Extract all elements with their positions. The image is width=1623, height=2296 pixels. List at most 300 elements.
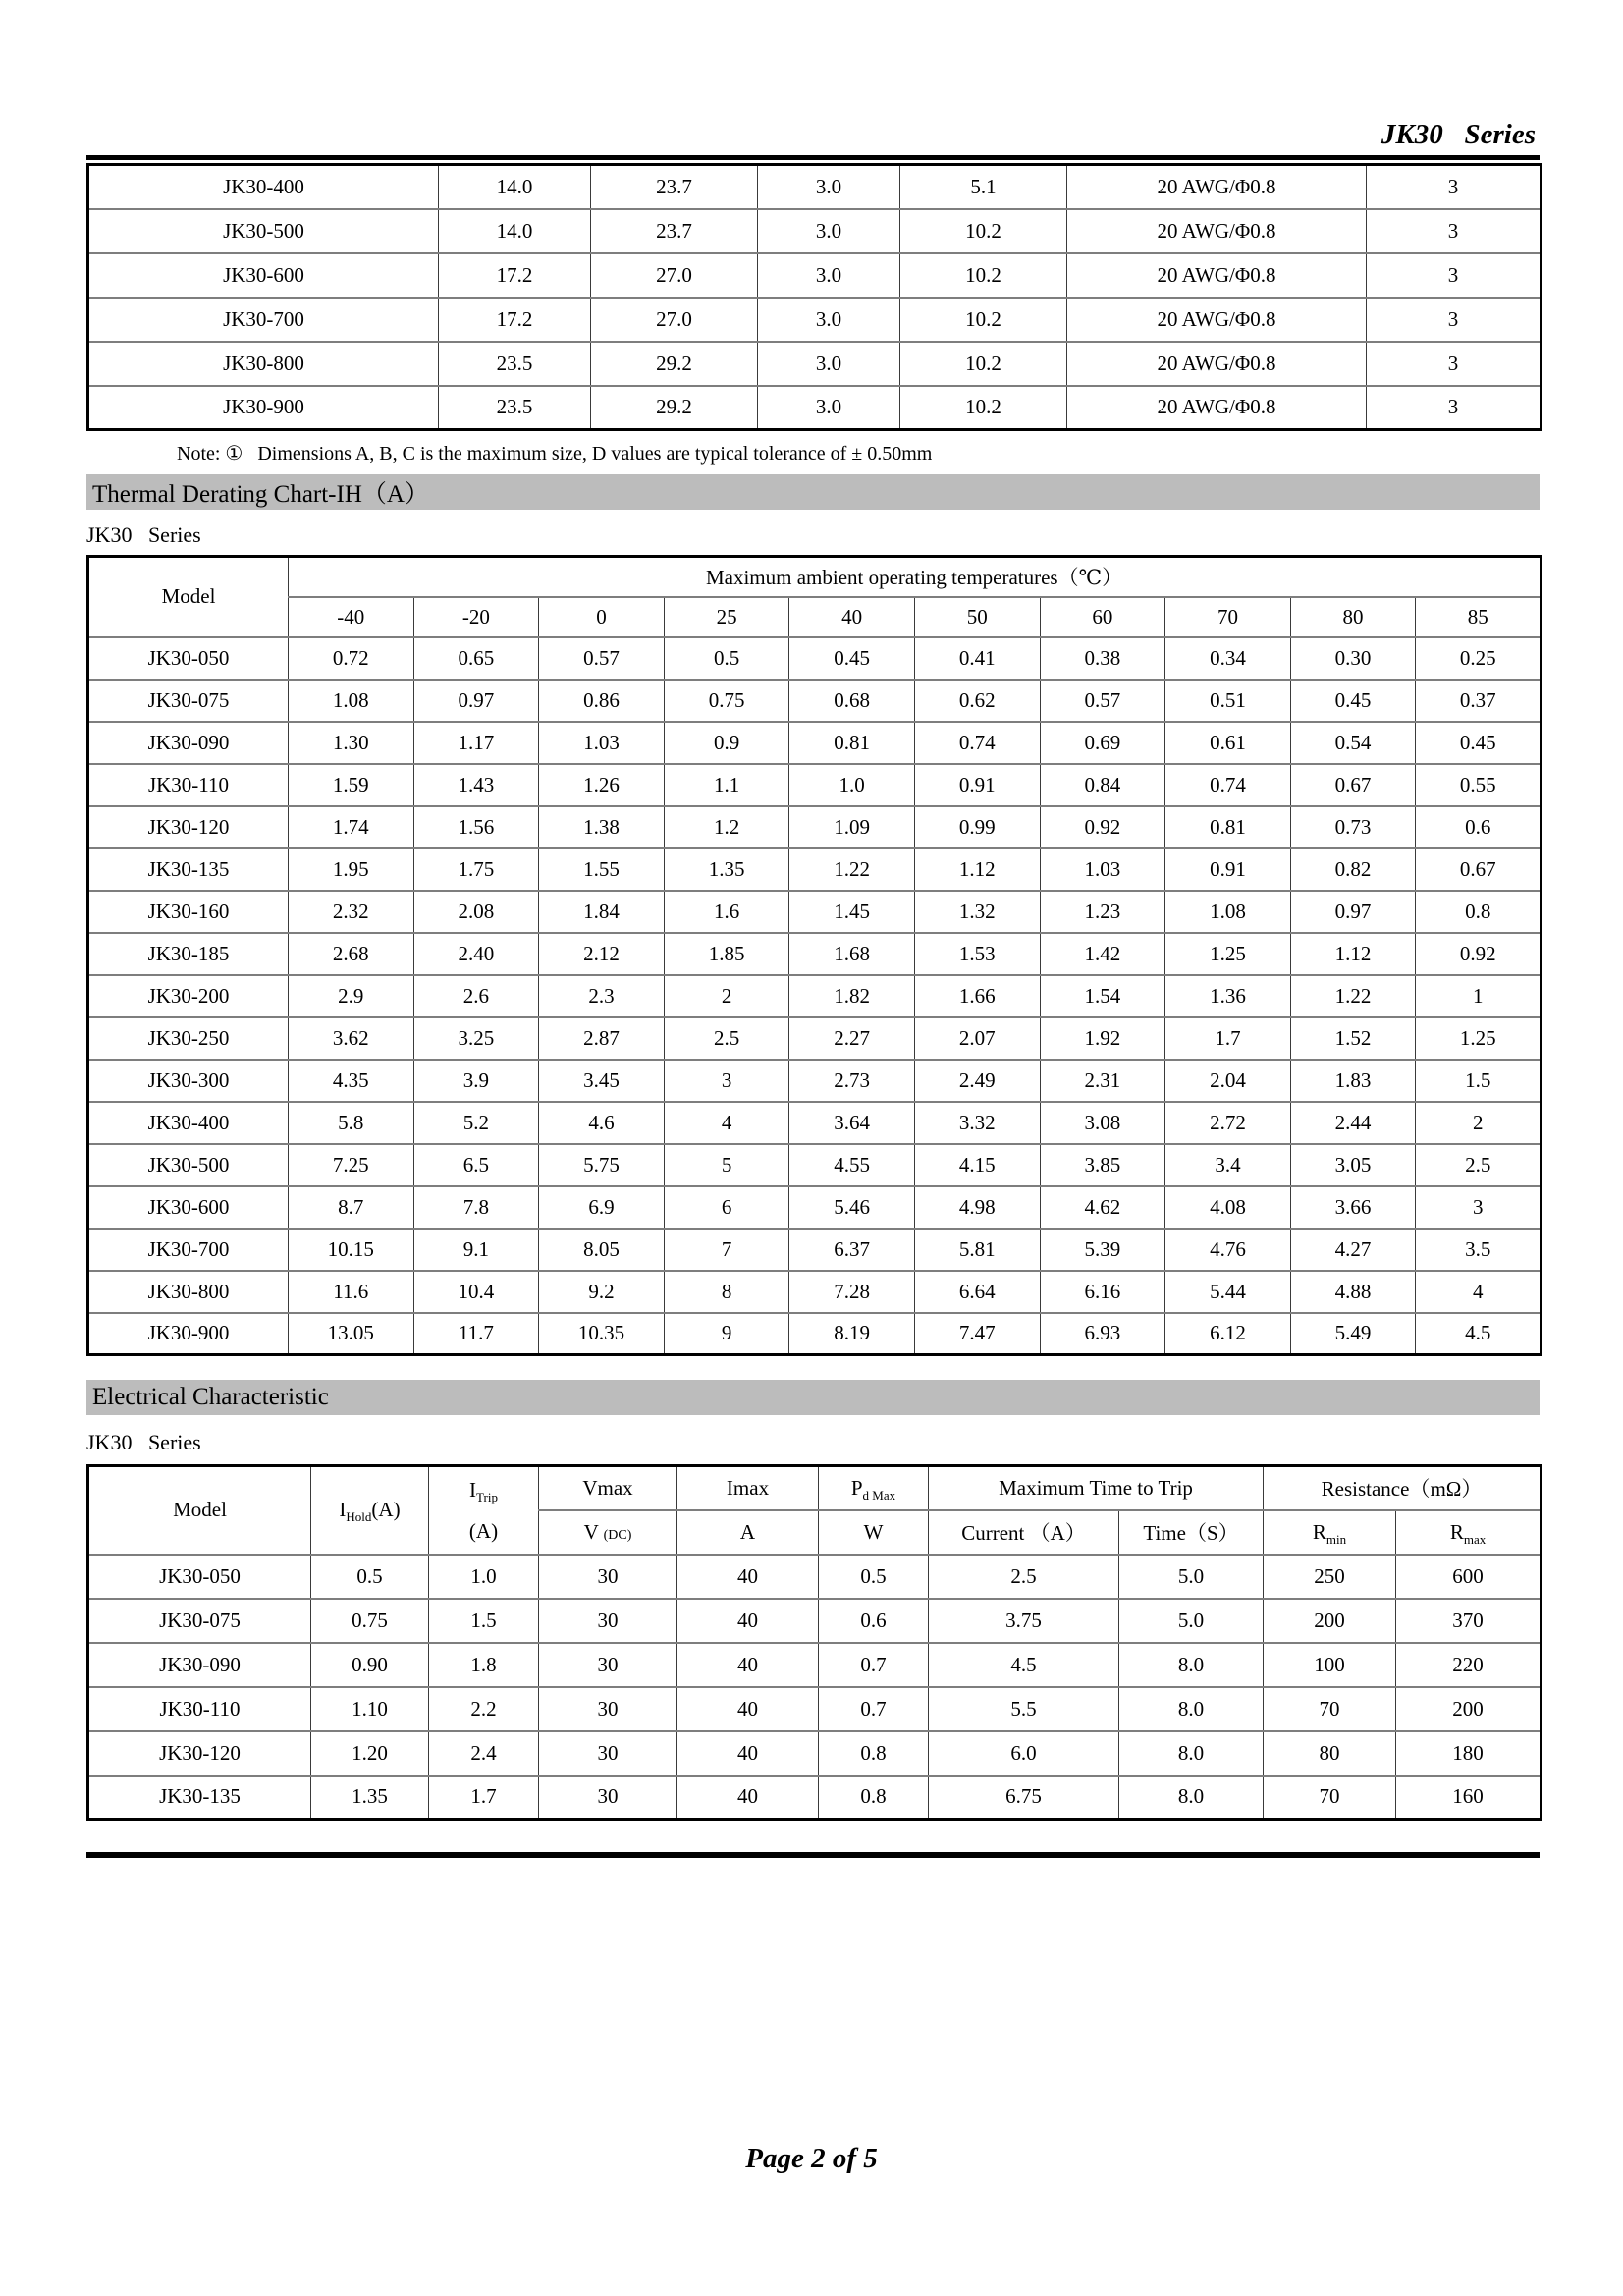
- value-cell: 100: [1264, 1643, 1396, 1687]
- value-cell: 0.68: [789, 680, 915, 722]
- temp-header-cell: -20: [413, 597, 539, 637]
- value-cell: 30: [539, 1643, 677, 1687]
- value-cell: 0.67: [1290, 764, 1416, 806]
- value-cell: 0.82: [1290, 848, 1416, 891]
- value-cell: 1.43: [413, 764, 539, 806]
- value-cell: 2.31: [1040, 1060, 1165, 1102]
- col-header-rmax: $R_{max}$: [1396, 1510, 1542, 1555]
- value-cell: 10.2: [900, 209, 1067, 253]
- value-cell: 2.3: [539, 975, 665, 1017]
- model-cell: JK30-800: [88, 342, 439, 386]
- value-cell: 11.6: [289, 1271, 414, 1313]
- value-cell: 3.0: [758, 298, 900, 342]
- value-cell: 3.0: [758, 209, 900, 253]
- value-cell: 10.35: [539, 1313, 665, 1355]
- value-cell: 0.74: [1165, 764, 1291, 806]
- value-cell: 5.0: [1119, 1555, 1264, 1599]
- value-cell: 2.5: [1416, 1144, 1542, 1186]
- value-cell: 1.54: [1040, 975, 1165, 1017]
- value-cell: 6.9: [539, 1186, 665, 1229]
- value-cell: 2.07: [914, 1017, 1040, 1060]
- value-cell: 10.2: [900, 253, 1067, 298]
- value-cell: 1.1: [664, 764, 789, 806]
- value-cell: 1.83: [1290, 1060, 1416, 1102]
- value-cell: 5.2: [413, 1102, 539, 1144]
- value-cell: 9.1: [413, 1229, 539, 1271]
- table-row: [88, 1776, 1542, 1820]
- model-cell: JK30-120: [88, 806, 289, 848]
- value-cell: 250: [1264, 1555, 1396, 1599]
- table-row: [88, 342, 1542, 386]
- value-cell: 0.90: [311, 1643, 429, 1687]
- model-cell: JK30-075: [88, 680, 289, 722]
- value-cell: 1.7: [429, 1776, 539, 1820]
- value-cell: 1.0: [429, 1555, 539, 1599]
- table-row: [88, 764, 1542, 806]
- value-cell: 4: [664, 1102, 789, 1144]
- col-header-itrip: $I_{Trip}$ (A): [429, 1466, 539, 1555]
- value-cell: 0.97: [413, 680, 539, 722]
- note-text: Note: ① Dimensions A, B, C is the maximum size, D values are typical tolerance of ± 0.50mm: [177, 443, 933, 465]
- value-cell: 0.8: [819, 1776, 929, 1820]
- value-cell: 3.85: [1040, 1144, 1165, 1186]
- temp-header-cell: 0: [539, 597, 665, 637]
- value-cell: 23.7: [591, 209, 758, 253]
- value-cell: 1.68: [789, 933, 915, 975]
- value-cell: 2.27: [789, 1017, 915, 1060]
- col-header-model: Model: [88, 1466, 311, 1555]
- table-row: [88, 1017, 1542, 1060]
- value-cell: 7.28: [789, 1271, 915, 1313]
- value-cell: 0.51: [1165, 680, 1291, 722]
- value-cell: 6.5: [413, 1144, 539, 1186]
- value-cell: 0.99: [914, 806, 1040, 848]
- value-cell: 0.81: [1165, 806, 1291, 848]
- value-cell: 20 AWG/Φ0.8: [1067, 209, 1367, 253]
- value-cell: 1.10: [311, 1687, 429, 1731]
- model-cell: JK30-400: [88, 165, 439, 209]
- value-cell: 1.75: [413, 848, 539, 891]
- header-rule: [86, 155, 1540, 160]
- model-cell: JK30-120: [88, 1731, 311, 1776]
- value-cell: 2.08: [413, 891, 539, 933]
- value-cell: 0.92: [1416, 933, 1542, 975]
- model-cell: JK30-110: [88, 764, 289, 806]
- value-cell: 30: [539, 1731, 677, 1776]
- value-cell: 0.75: [664, 680, 789, 722]
- value-cell: 70: [1264, 1687, 1396, 1731]
- value-cell: 27.0: [591, 298, 758, 342]
- temp-header-cell: 40: [789, 597, 915, 637]
- value-cell: 3.32: [914, 1102, 1040, 1144]
- table-row: [88, 975, 1542, 1017]
- value-cell: 6.12: [1165, 1313, 1291, 1355]
- value-cell: 0.8: [1416, 891, 1542, 933]
- value-cell: 2: [664, 975, 789, 1017]
- value-cell: 3: [1367, 298, 1542, 342]
- value-cell: 0.75: [311, 1599, 429, 1643]
- value-cell: 2.2: [429, 1687, 539, 1731]
- value-cell: 0.5: [311, 1555, 429, 1599]
- value-cell: 4.08: [1165, 1186, 1291, 1229]
- model-cell: JK30-135: [88, 848, 289, 891]
- value-cell: 8.19: [789, 1313, 915, 1355]
- value-cell: 1.84: [539, 891, 665, 933]
- value-cell: 2.04: [1165, 1060, 1291, 1102]
- temp-header-cell: 60: [1040, 597, 1165, 637]
- value-cell: 8.0: [1119, 1776, 1264, 1820]
- value-cell: 5: [664, 1144, 789, 1186]
- col-header-pd-unit: W: [819, 1510, 929, 1555]
- value-cell: 3.0: [758, 386, 900, 430]
- value-cell: 5.39: [1040, 1229, 1165, 1271]
- value-cell: 0.97: [1290, 891, 1416, 933]
- value-cell: 8.05: [539, 1229, 665, 1271]
- value-cell: 1.08: [1165, 891, 1291, 933]
- value-cell: 4.6: [539, 1102, 665, 1144]
- table-header-row: [88, 1466, 1542, 1510]
- value-cell: 0.72: [289, 637, 414, 680]
- value-cell: 0.54: [1290, 722, 1416, 764]
- col-header-imax: Imax: [677, 1466, 819, 1510]
- value-cell: 3.64: [789, 1102, 915, 1144]
- value-cell: 1.85: [664, 933, 789, 975]
- electrical-characteristics-table: [86, 1464, 1542, 1821]
- value-cell: 4.62: [1040, 1186, 1165, 1229]
- value-cell: 1.22: [789, 848, 915, 891]
- value-cell: 2.68: [289, 933, 414, 975]
- section-bar-electrical: [86, 1380, 1540, 1415]
- table-row: [88, 891, 1542, 933]
- value-cell: 1.53: [914, 933, 1040, 975]
- value-cell: 3: [1367, 253, 1542, 298]
- value-cell: 3.0: [758, 165, 900, 209]
- value-cell: 0.38: [1040, 637, 1165, 680]
- value-cell: 0.65: [413, 637, 539, 680]
- value-cell: 0.81: [789, 722, 915, 764]
- value-cell: 1.74: [289, 806, 414, 848]
- value-cell: 14.0: [439, 165, 591, 209]
- value-cell: 29.2: [591, 386, 758, 430]
- value-cell: 2.5: [664, 1017, 789, 1060]
- value-cell: 0.5: [664, 637, 789, 680]
- value-cell: 30: [539, 1599, 677, 1643]
- value-cell: 370: [1396, 1599, 1542, 1643]
- value-cell: 13.05: [289, 1313, 414, 1355]
- value-cell: 1.5: [1416, 1060, 1542, 1102]
- value-cell: 4.76: [1165, 1229, 1291, 1271]
- value-cell: 23.5: [439, 386, 591, 430]
- col-header-vdc: V (DC): [539, 1510, 677, 1555]
- temp-header-cell: 50: [914, 597, 1040, 637]
- model-cell: JK30-050: [88, 1555, 311, 1599]
- value-cell: 0.7: [819, 1643, 929, 1687]
- col-header-vmax: Vmax: [539, 1466, 677, 1510]
- value-cell: 10.2: [900, 386, 1067, 430]
- value-cell: 0.41: [914, 637, 1040, 680]
- value-cell: 1.22: [1290, 975, 1416, 1017]
- value-cell: 2.9: [289, 975, 414, 1017]
- model-cell: JK30-800: [88, 1271, 289, 1313]
- value-cell: 2.40: [413, 933, 539, 975]
- table-row: [88, 253, 1542, 298]
- model-cell: JK30-200: [88, 975, 289, 1017]
- value-cell: 1.12: [1290, 933, 1416, 975]
- value-cell: 0.6: [819, 1599, 929, 1643]
- value-cell: 4.27: [1290, 1229, 1416, 1271]
- value-cell: 1.7: [1165, 1017, 1291, 1060]
- col-header-pdmax: $P_{d Max}$: [819, 1466, 929, 1510]
- value-cell: 1.2: [664, 806, 789, 848]
- section-bar-thermal: [86, 474, 1540, 510]
- table-row: [88, 933, 1542, 975]
- value-cell: 10.4: [413, 1271, 539, 1313]
- model-cell: JK30-135: [88, 1776, 311, 1820]
- page-content: [86, 0, 1540, 1858]
- value-cell: 8.7: [289, 1186, 414, 1229]
- model-cell: JK30-110: [88, 1687, 311, 1731]
- value-cell: 17.2: [439, 253, 591, 298]
- value-cell: 0.7: [819, 1687, 929, 1731]
- value-cell: 30: [539, 1776, 677, 1820]
- value-cell: 5.75: [539, 1144, 665, 1186]
- series-label-electrical: JK30 Series: [86, 1430, 201, 1454]
- value-cell: 4.88: [1290, 1271, 1416, 1313]
- value-cell: 1.09: [789, 806, 915, 848]
- footer-rule: [86, 1852, 1540, 1858]
- model-cell: JK30-400: [88, 1102, 289, 1144]
- value-cell: 6.16: [1040, 1271, 1165, 1313]
- value-cell: 3.05: [1290, 1144, 1416, 1186]
- value-cell: 4.15: [914, 1144, 1040, 1186]
- model-cell: JK30-250: [88, 1017, 289, 1060]
- value-cell: 0.57: [539, 637, 665, 680]
- temp-header-cell: 85: [1416, 597, 1542, 637]
- table-row: [88, 1555, 1542, 1599]
- value-cell: 1: [1416, 975, 1542, 1017]
- value-cell: 160: [1396, 1776, 1542, 1820]
- value-cell: 1.25: [1165, 933, 1291, 975]
- table-row: [88, 165, 1542, 209]
- value-cell: 10.2: [900, 298, 1067, 342]
- value-cell: 0.45: [789, 637, 915, 680]
- col-header-current: Current （A）: [929, 1510, 1119, 1555]
- value-cell: 9: [664, 1313, 789, 1355]
- value-cell: 40: [677, 1599, 819, 1643]
- temp-header-cell: 25: [664, 597, 789, 637]
- col-header-rmin: $R_{min}$: [1264, 1510, 1396, 1555]
- value-cell: 40: [677, 1687, 819, 1731]
- value-cell: 3: [664, 1060, 789, 1102]
- table-row: [88, 1643, 1542, 1687]
- value-cell: 3.66: [1290, 1186, 1416, 1229]
- value-cell: 8.0: [1119, 1731, 1264, 1776]
- value-cell: 200: [1264, 1599, 1396, 1643]
- value-cell: 0.84: [1040, 764, 1165, 806]
- value-cell: 1.23: [1040, 891, 1165, 933]
- value-cell: 8.0: [1119, 1687, 1264, 1731]
- value-cell: 17.2: [439, 298, 591, 342]
- value-cell: 3.08: [1040, 1102, 1165, 1144]
- value-cell: 40: [677, 1731, 819, 1776]
- value-cell: 6.37: [789, 1229, 915, 1271]
- value-cell: 0.74: [914, 722, 1040, 764]
- value-cell: 5.46: [789, 1186, 915, 1229]
- table-row: [88, 722, 1542, 764]
- value-cell: 40: [677, 1555, 819, 1599]
- value-cell: 5.5: [929, 1687, 1119, 1731]
- col-header-max-ambient-temperatures: Maximum ambient operating temperatures（℃）: [289, 557, 1542, 597]
- value-cell: 1.52: [1290, 1017, 1416, 1060]
- value-cell: 0.8: [819, 1731, 929, 1776]
- value-cell: 20 AWG/Φ0.8: [1067, 298, 1367, 342]
- value-cell: 11.7: [413, 1313, 539, 1355]
- value-cell: 5.81: [914, 1229, 1040, 1271]
- value-cell: 4: [1416, 1271, 1542, 1313]
- value-cell: 7.47: [914, 1313, 1040, 1355]
- value-cell: 20 AWG/Φ0.8: [1067, 165, 1367, 209]
- page-number: Page 2 of 5: [745, 2143, 878, 2174]
- value-cell: 5.8: [289, 1102, 414, 1144]
- value-cell: 0.62: [914, 680, 1040, 722]
- value-cell: 0.45: [1416, 722, 1542, 764]
- value-cell: 0.91: [914, 764, 1040, 806]
- value-cell: 1.35: [311, 1776, 429, 1820]
- value-cell: 4.5: [929, 1643, 1119, 1687]
- temp-header-cell: 70: [1165, 597, 1291, 637]
- model-cell: JK30-700: [88, 1229, 289, 1271]
- value-cell: 0.34: [1165, 637, 1291, 680]
- value-cell: 1.6: [664, 891, 789, 933]
- model-cell: JK30-600: [88, 1186, 289, 1229]
- value-cell: 1.66: [914, 975, 1040, 1017]
- value-cell: 1.35: [664, 848, 789, 891]
- value-cell: 0.37: [1416, 680, 1542, 722]
- table-row: [88, 1229, 1542, 1271]
- table-row: [88, 1599, 1542, 1643]
- value-cell: 3: [1367, 209, 1542, 253]
- value-cell: 80: [1264, 1731, 1396, 1776]
- value-cell: 7: [664, 1229, 789, 1271]
- value-cell: 1.36: [1165, 975, 1291, 1017]
- value-cell: 0.25: [1416, 637, 1542, 680]
- value-cell: 3: [1416, 1186, 1542, 1229]
- value-cell: 3.62: [289, 1017, 414, 1060]
- value-cell: 2.12: [539, 933, 665, 975]
- value-cell: 30: [539, 1555, 677, 1599]
- value-cell: 3: [1367, 386, 1542, 430]
- value-cell: 2.87: [539, 1017, 665, 1060]
- value-cell: 1.59: [289, 764, 414, 806]
- value-cell: 6: [664, 1186, 789, 1229]
- value-cell: 23.7: [591, 165, 758, 209]
- value-cell: 2.72: [1165, 1102, 1291, 1144]
- col-header-resistance: Resistance（mΩ）: [1264, 1466, 1542, 1510]
- model-cell: JK30-900: [88, 1313, 289, 1355]
- value-cell: 1.82: [789, 975, 915, 1017]
- model-cell: JK30-500: [88, 1144, 289, 1186]
- value-cell: 1.45: [789, 891, 915, 933]
- value-cell: 6.0: [929, 1731, 1119, 1776]
- col-header-ihold: $I_{Hold}(A)$: [311, 1466, 429, 1555]
- value-cell: 6.93: [1040, 1313, 1165, 1355]
- value-cell: 29.2: [591, 342, 758, 386]
- value-cell: 3.5: [1416, 1229, 1542, 1271]
- value-cell: 3.4: [1165, 1144, 1291, 1186]
- value-cell: 5.1: [900, 165, 1067, 209]
- value-cell: 1.03: [539, 722, 665, 764]
- value-cell: 3.75: [929, 1599, 1119, 1643]
- value-cell: 3: [1367, 342, 1542, 386]
- value-cell: 0.61: [1165, 722, 1291, 764]
- value-cell: 0.69: [1040, 722, 1165, 764]
- value-cell: 4.98: [914, 1186, 1040, 1229]
- model-cell: JK30-700: [88, 298, 439, 342]
- model-cell: JK30-160: [88, 891, 289, 933]
- value-cell: 1.95: [289, 848, 414, 891]
- value-cell: 40: [677, 1776, 819, 1820]
- value-cell: 3.45: [539, 1060, 665, 1102]
- col-header-model: Model: [88, 557, 289, 637]
- value-cell: 1.32: [914, 891, 1040, 933]
- table-row: [88, 209, 1542, 253]
- page-title: JK30 Series: [1380, 119, 1536, 150]
- value-cell: 3.9: [413, 1060, 539, 1102]
- value-cell: 20 AWG/Φ0.8: [1067, 253, 1367, 298]
- value-cell: 5.49: [1290, 1313, 1416, 1355]
- value-cell: 1.08: [289, 680, 414, 722]
- value-cell: 5.0: [1119, 1599, 1264, 1643]
- table-row: [88, 1060, 1542, 1102]
- dimensions-continuation-table: [86, 163, 1542, 431]
- value-cell: 8: [664, 1271, 789, 1313]
- value-cell: 1.20: [311, 1731, 429, 1776]
- value-cell: 1.38: [539, 806, 665, 848]
- value-cell: 40: [677, 1643, 819, 1687]
- temp-header-cell: -40: [289, 597, 414, 637]
- value-cell: 20 AWG/Φ0.8: [1067, 386, 1367, 430]
- value-cell: 1.56: [413, 806, 539, 848]
- value-cell: 2.32: [289, 891, 414, 933]
- model-cell: JK30-090: [88, 722, 289, 764]
- model-cell: JK30-090: [88, 1643, 311, 1687]
- value-cell: 2.5: [929, 1555, 1119, 1599]
- value-cell: 7.25: [289, 1144, 414, 1186]
- value-cell: 2.44: [1290, 1102, 1416, 1144]
- model-cell: JK30-600: [88, 253, 439, 298]
- value-cell: 3.0: [758, 342, 900, 386]
- table-row: [88, 1313, 1542, 1355]
- value-cell: 1.12: [914, 848, 1040, 891]
- value-cell: 200: [1396, 1687, 1542, 1731]
- value-cell: 1.5: [429, 1599, 539, 1643]
- value-cell: 2.6: [413, 975, 539, 1017]
- value-cell: 180: [1396, 1731, 1542, 1776]
- value-cell: 30: [539, 1687, 677, 1731]
- table-row: [88, 806, 1542, 848]
- table-row: [88, 1271, 1542, 1313]
- value-cell: 0.5: [819, 1555, 929, 1599]
- series-label-thermal: JK30 Series: [86, 522, 201, 547]
- value-cell: 3.25: [413, 1017, 539, 1060]
- value-cell: 2.73: [789, 1060, 915, 1102]
- value-cell: 2.49: [914, 1060, 1040, 1102]
- value-cell: 0.45: [1290, 680, 1416, 722]
- value-cell: 2.4: [429, 1731, 539, 1776]
- col-header-imax-unit: A: [677, 1510, 819, 1555]
- value-cell: 1.92: [1040, 1017, 1165, 1060]
- value-cell: 20 AWG/Φ0.8: [1067, 342, 1367, 386]
